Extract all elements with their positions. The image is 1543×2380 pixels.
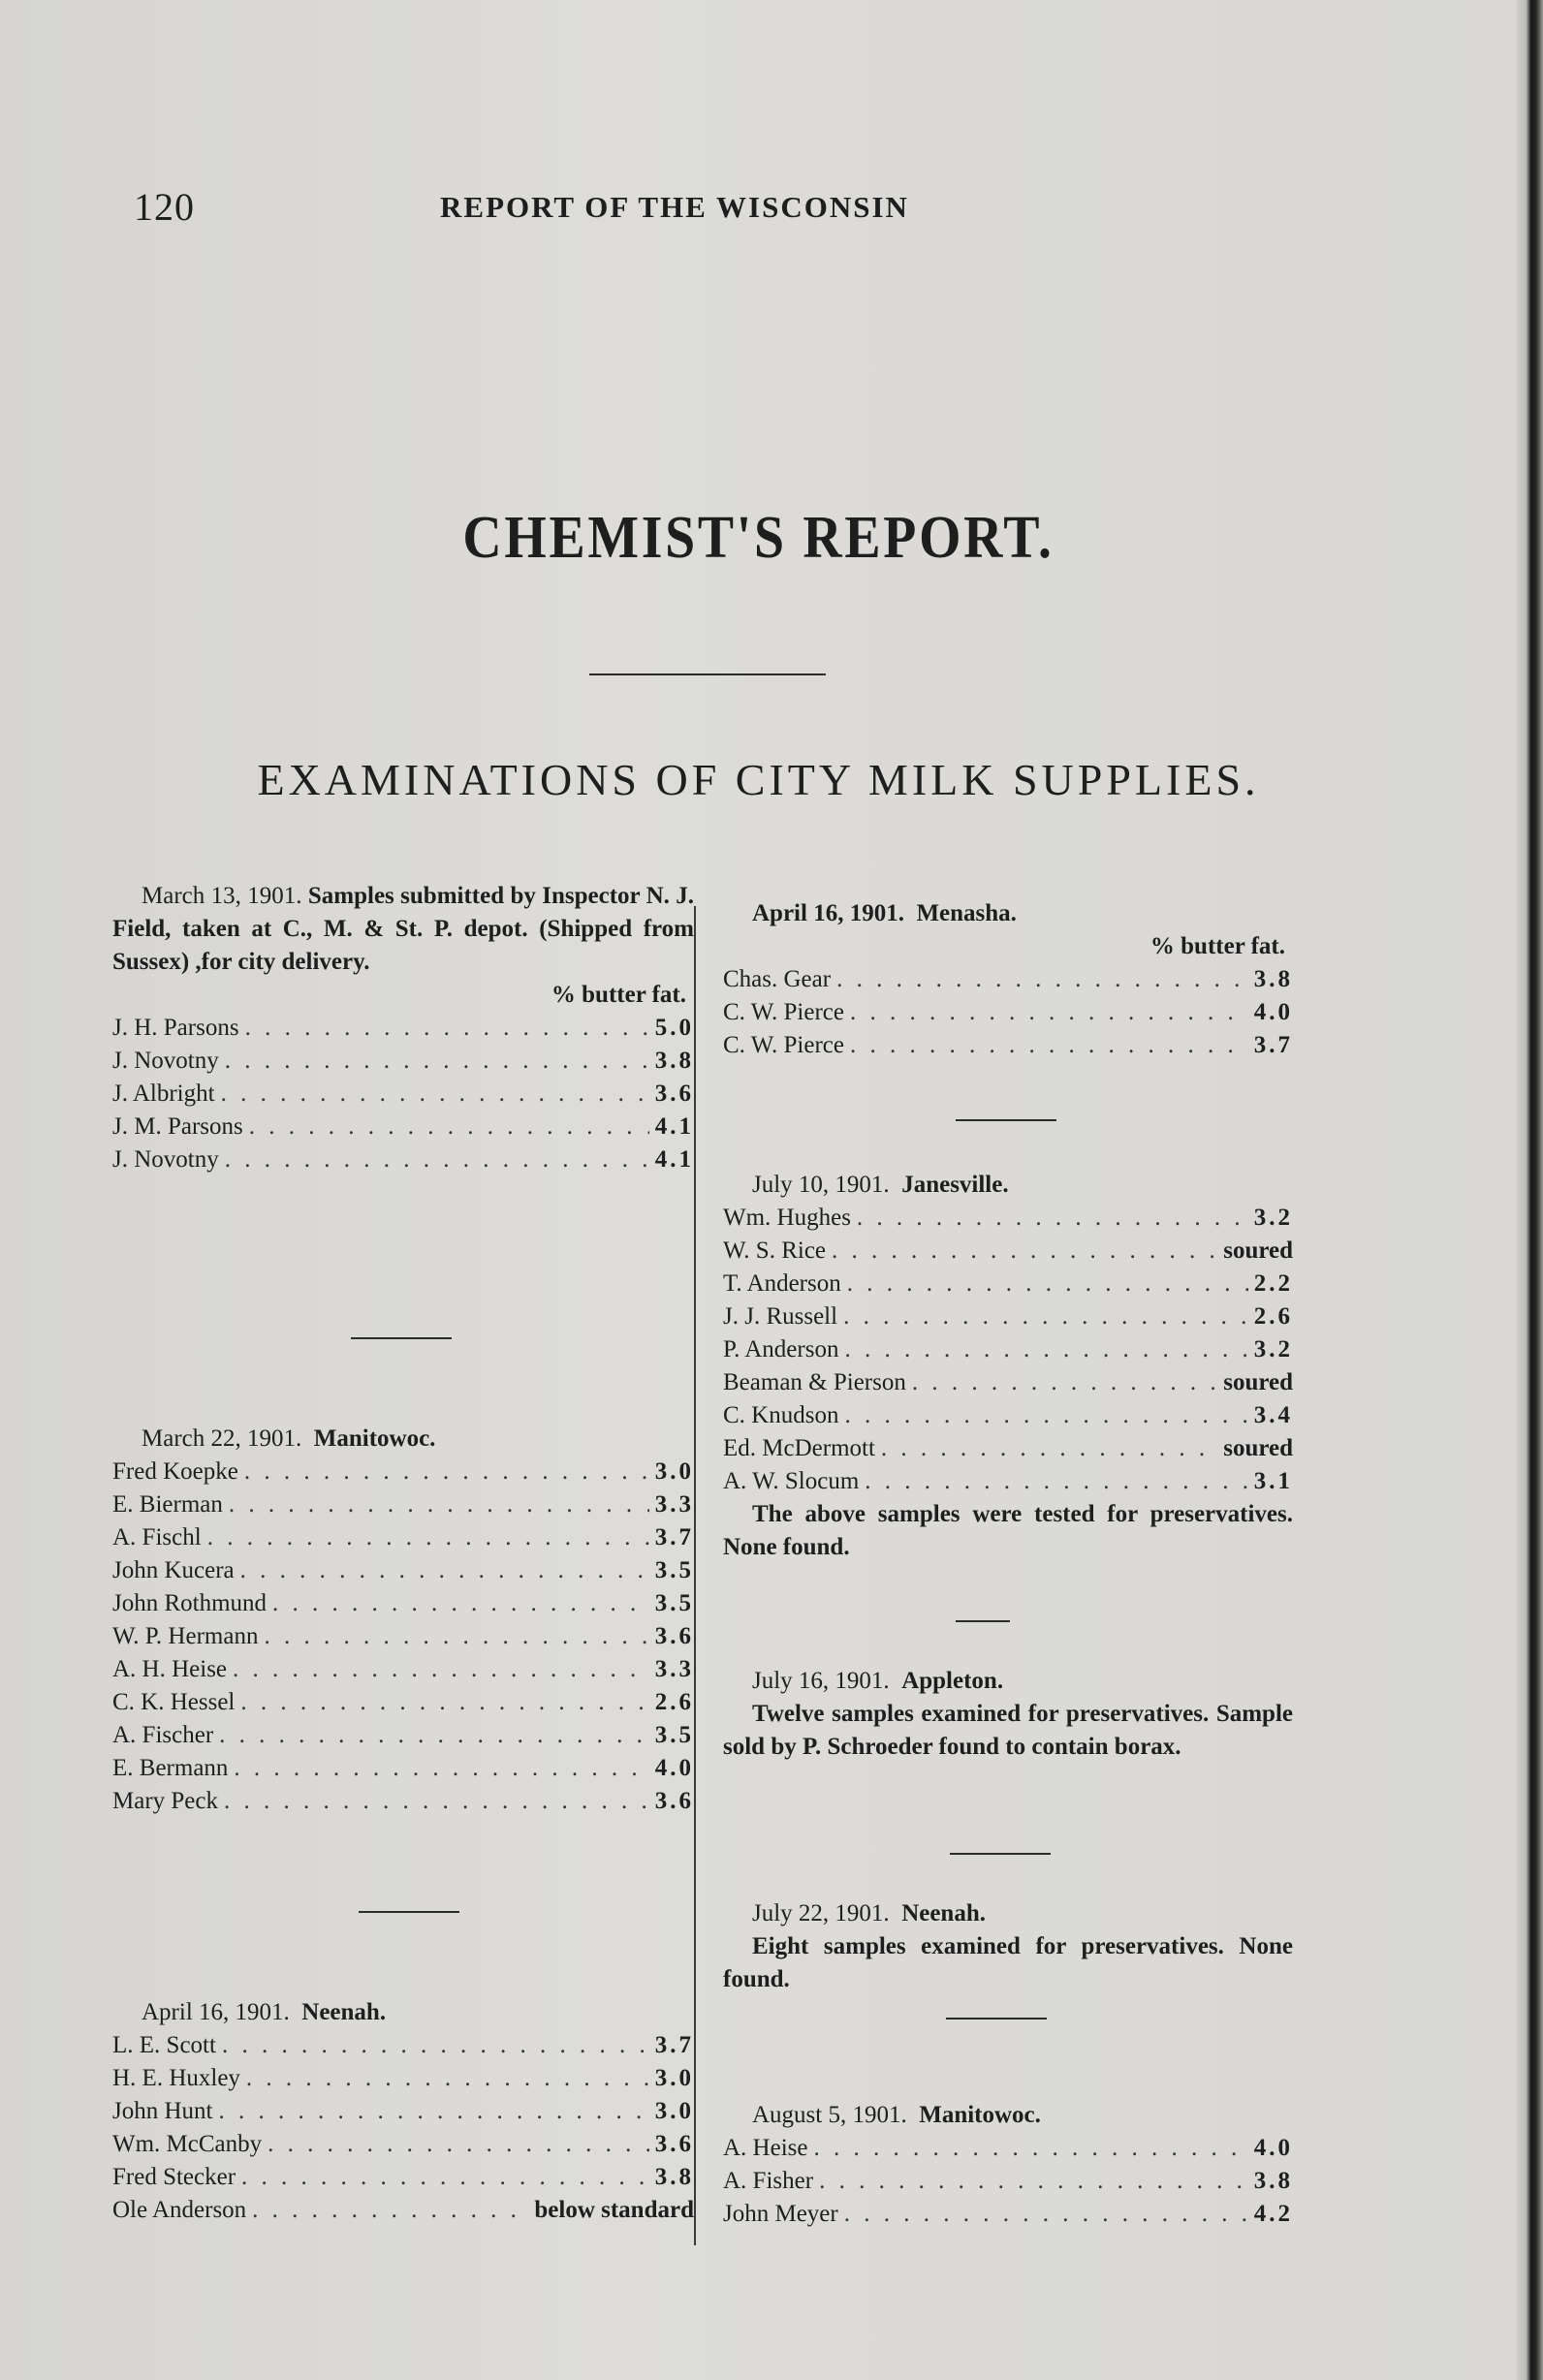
list-item: [112, 1456, 694, 1488]
entry-name: John Kucera: [112, 1557, 235, 1583]
march22-date: March 22, 1901.: [142, 1425, 302, 1452]
separator-rule: [956, 1119, 1056, 1121]
august5-heading: [723, 2099, 1293, 2132]
list-item: [112, 1620, 694, 1653]
list-item: [112, 1111, 694, 1143]
march13-intro: [112, 880, 694, 979]
separator-rule: [359, 1911, 459, 1913]
april16-menasha-heading: [723, 897, 1293, 930]
entry-value: 3.5: [654, 1557, 694, 1583]
fat-column-header: % butter fat.: [551, 982, 686, 1008]
list-item: [112, 1078, 694, 1111]
entry-name: E. Bierman: [112, 1491, 223, 1518]
march13-description: Samples submitted by Inspector N. J. Field, taken at C., M. & St. P. depot. (Shipped from Sussex) ,for city delivery.: [112, 883, 694, 975]
list-item: [112, 1488, 694, 1521]
entry-value: 3.0: [654, 1458, 694, 1485]
entry-value: 2.2: [1253, 1270, 1293, 1297]
entry-value: 3.7: [654, 2032, 694, 2058]
section-july-16: [723, 1665, 1293, 1764]
july22-date: July 22, 1901.: [752, 1900, 890, 1926]
april16-neenah-place: Neenah.: [301, 1999, 387, 2025]
list-item: [112, 2128, 694, 2161]
entry-name: Wm. Hughes: [723, 1205, 851, 1231]
list-item: [723, 1235, 1293, 1268]
list-item: [112, 1521, 694, 1554]
entry-value: 3.0: [654, 2065, 694, 2091]
july10-heading: [723, 1169, 1293, 1202]
list-item: [112, 2161, 694, 2194]
list-item: [723, 1333, 1293, 1366]
list-item: [723, 996, 1293, 1029]
list-item: [723, 963, 1293, 996]
report-title: CHEMIST'S REPORT.: [462, 505, 1055, 571]
section-subtitle: EXAMINATIONS OF CITY MILK SUPPLIES.: [257, 755, 1260, 804]
entry-name: J. H. Parsons: [112, 1015, 239, 1041]
august5-date: August 5, 1901.: [752, 2102, 907, 2128]
entry-value: 3.6: [654, 1623, 694, 1649]
entry-name: A. Fischl: [112, 1524, 202, 1550]
separator-rule: [956, 1620, 1010, 1622]
entry-value: 3.0: [654, 2098, 694, 2124]
entry-value: 3.6: [654, 2131, 694, 2157]
july10-place: Janesville.: [901, 1172, 1009, 1198]
march13-date: March 13, 1901.: [142, 883, 302, 909]
list-item: [723, 1029, 1293, 1062]
july22-heading: [723, 1897, 1293, 1930]
list-item: [723, 1366, 1293, 1399]
list-item: [723, 1268, 1293, 1300]
april16-menasha-place: Menasha.: [916, 900, 1017, 926]
list-item: [112, 2062, 694, 2095]
entry-value: 4.1: [654, 1146, 694, 1173]
july16-date: July 16, 1901.: [752, 1668, 890, 1694]
entry-name: John Meyer: [723, 2201, 838, 2227]
entry-name: Wm. McCanby: [112, 2131, 263, 2157]
entry-value: 3.2: [1253, 1205, 1293, 1231]
list-item: [112, 2095, 694, 2128]
entry-value: 4.1: [654, 1113, 694, 1140]
list-item: [723, 2198, 1293, 2231]
entry-value: soured: [1223, 1369, 1293, 1395]
entry-name: Chas. Gear: [723, 966, 832, 992]
entry-name: Ed. McDermott: [723, 1435, 875, 1461]
april16-neenah-heading: [112, 1996, 694, 2029]
list-item: [112, 1686, 694, 1719]
entry-name: W. S. Rice: [723, 1237, 827, 1264]
list-item: [723, 1202, 1293, 1235]
entry-name: J. J. Russell: [723, 1303, 838, 1330]
entry-value: 4.0: [654, 1755, 694, 1781]
list-item: [723, 1465, 1293, 1498]
entry-name: J. Novotny: [112, 1048, 219, 1074]
list-item: [112, 2194, 694, 2227]
entry-value: 3.1: [1253, 1468, 1293, 1494]
july16-place: Appleton.: [901, 1668, 1004, 1694]
entry-name: Fred Koepke: [112, 1458, 238, 1485]
july22-place: Neenah.: [901, 1900, 986, 1926]
entry-name: A. Fischer: [112, 1722, 214, 1748]
entry-value: 3.6: [654, 1080, 694, 1107]
july16-note: Twelve samples examined for preservatives. Sample sold by P. Schroeder found to contain borax.: [723, 1701, 1293, 1760]
entry-name: Beaman & Pierson: [723, 1369, 906, 1395]
entry-name: Fred Stecker: [112, 2164, 236, 2190]
entry-value: 4.0: [1253, 999, 1293, 1025]
july22-note: Eight samples examined for preservatives. None found.: [723, 1933, 1293, 1992]
separator-rule: [351, 1337, 452, 1339]
column-divider: [694, 906, 696, 2245]
entry-value: 2.6: [1253, 1303, 1293, 1330]
entry-value: 3.4: [1253, 1402, 1293, 1428]
running-title: REPORT OF THE WISCONSIN: [440, 190, 909, 224]
entry-value: 3.3: [654, 1491, 694, 1518]
march22-heading: [112, 1423, 694, 1456]
entry-value: 3.7: [654, 1524, 694, 1550]
list-item: [723, 2132, 1293, 2165]
fat-column-header: % butter fat.: [1149, 933, 1285, 959]
entry-name: Mary Peck: [112, 1788, 218, 1814]
entry-name: C. Knudson: [723, 1402, 839, 1428]
july10-date: July 10, 1901.: [752, 1172, 890, 1198]
list-item: [112, 1045, 694, 1078]
entry-name: John Rothmund: [112, 1590, 268, 1616]
list-item: [112, 1012, 694, 1045]
list-item: [723, 2165, 1293, 2198]
title-rule: [589, 673, 826, 675]
march22-place: Manitowoc.: [313, 1425, 436, 1452]
separator-rule: [946, 2018, 1047, 2020]
entry-value: 3.6: [654, 1788, 694, 1814]
entry-value: soured: [1223, 1435, 1293, 1461]
list-item: [112, 2029, 694, 2062]
entry-value: 4.2: [1253, 2201, 1293, 2227]
entry-value: 3.3: [654, 1656, 694, 1682]
entry-value: 3.8: [654, 1048, 694, 1074]
list-item: [112, 1554, 694, 1587]
section-march-22: [112, 1423, 694, 1818]
entry-value: 3.8: [1253, 2168, 1293, 2194]
entry-name: W. P. Hermann: [112, 1623, 259, 1649]
list-item: [112, 1587, 694, 1620]
entry-name: C. K. Hessel: [112, 1689, 236, 1715]
april16-menasha-date: April 16, 1901.: [752, 900, 904, 926]
entry-value: 3.5: [654, 1590, 694, 1616]
entry-name: L. E. Scott: [112, 2032, 216, 2058]
entry-value: 5.0: [654, 1015, 694, 1041]
section-april-16-neenah: [112, 1996, 694, 2227]
entry-name: A. Fisher: [723, 2168, 814, 2194]
list-item: [723, 1399, 1293, 1432]
entry-value: 2.6: [654, 1689, 694, 1715]
entry-name: John Hunt: [112, 2098, 213, 2124]
august5-place: Manitowoc.: [919, 2102, 1041, 2128]
separator-rule: [950, 1853, 1051, 1855]
list-item: [723, 1300, 1293, 1333]
list-item: [723, 1432, 1293, 1465]
entry-name: T. Anderson: [723, 1270, 841, 1297]
entry-name: A. Heise: [723, 2135, 808, 2161]
entry-value: 4.0: [1253, 2135, 1293, 2161]
entry-name: A. W. Slocum: [723, 1468, 860, 1494]
section-april-16-menasha: [723, 897, 1293, 1062]
section-july-22: [723, 1897, 1293, 1996]
page-number: 120: [134, 185, 195, 229]
entry-value: 3.8: [1253, 966, 1293, 992]
list-item: [112, 1752, 694, 1785]
list-item: [112, 1143, 694, 1176]
section-march-13: [112, 880, 694, 1176]
list-item: [112, 1653, 694, 1686]
july16-heading: [723, 1665, 1293, 1698]
entry-value: 3.5: [654, 1722, 694, 1748]
entry-value: 3.2: [1253, 1336, 1293, 1362]
entry-name: Ole Anderson: [112, 2197, 247, 2223]
entry-name: J. Albright: [112, 1080, 215, 1107]
entry-name: C. W. Pierce: [723, 999, 844, 1025]
entry-value: 3.7: [1253, 1032, 1293, 1058]
july10-note: The above samples were tested for preservatives. None found.: [723, 1501, 1293, 1560]
entry-value: soured: [1223, 1237, 1293, 1264]
page-binding-edge: [1517, 0, 1543, 2380]
entry-name: E. Bermann: [112, 1755, 229, 1781]
entry-name: H. E. Huxley: [112, 2065, 240, 2091]
entry-name: J. M. Parsons: [112, 1113, 243, 1140]
running-head: [134, 184, 1297, 233]
entry-name: J. Novotny: [112, 1146, 219, 1173]
entry-name: P. Anderson: [723, 1336, 839, 1362]
entry-name: C. W. Pierce: [723, 1032, 844, 1058]
section-july-10: [723, 1169, 1293, 1564]
list-item: [112, 1785, 694, 1818]
list-item: [112, 1719, 694, 1752]
entry-value: below standard: [534, 2197, 694, 2223]
section-august-5: [723, 2099, 1293, 2231]
entry-value: 3.8: [654, 2164, 694, 2190]
april16-neenah-date: April 16, 1901.: [142, 1999, 290, 2025]
entry-name: A. H. Heise: [112, 1656, 228, 1682]
